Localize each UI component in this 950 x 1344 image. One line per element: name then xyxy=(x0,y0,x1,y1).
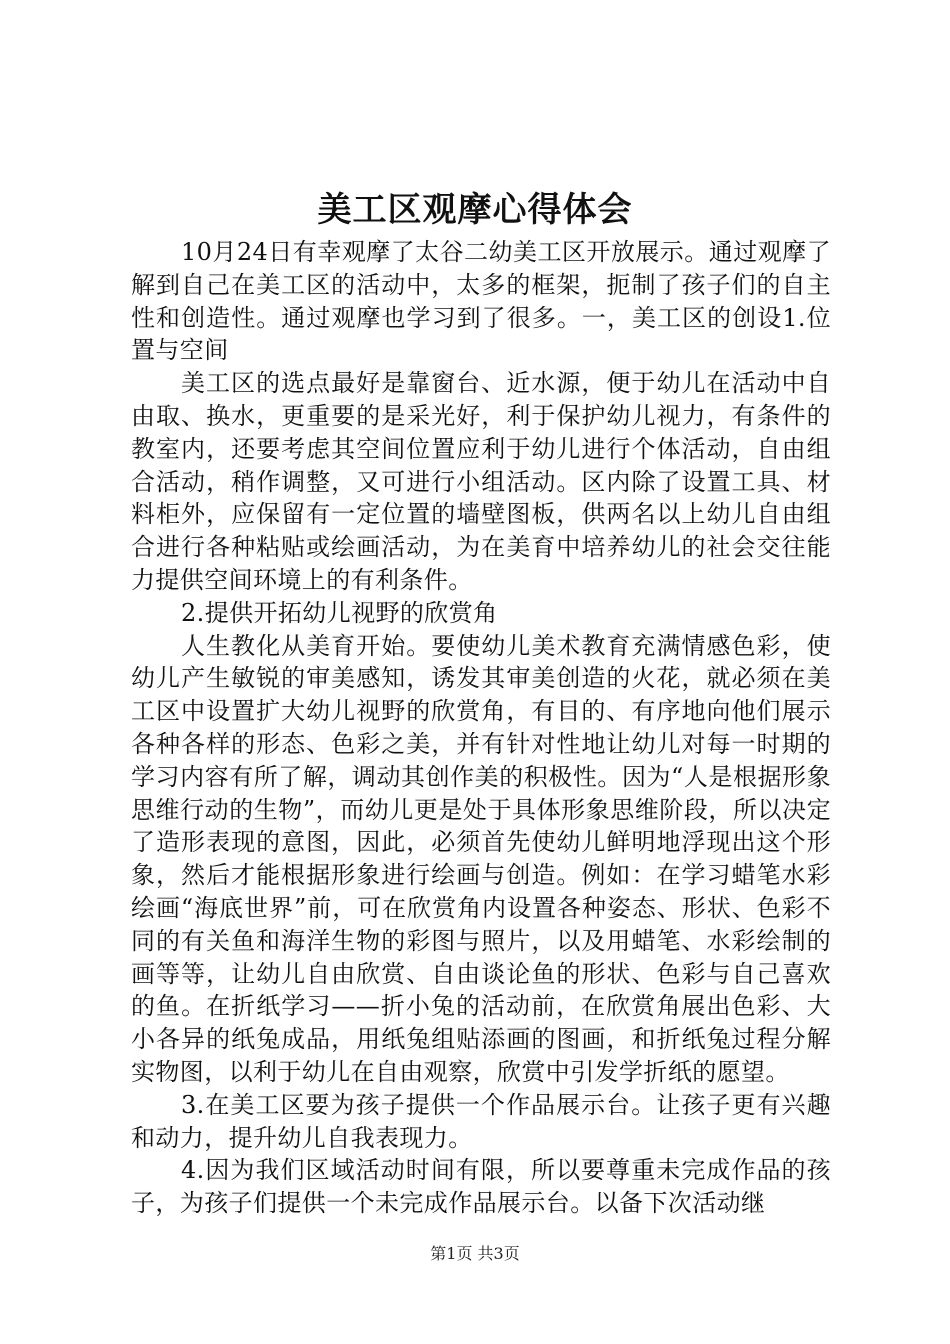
document-body xyxy=(131,236,831,1220)
paragraph-location-space: 美工区的选点最好是靠窗台、近水源，便于幼儿在活动中自由取、换水，更重要的是采光好，利于保护幼儿视力，有条件的教室内，还要考虑其空间位置应利于幼儿进行个体活动，自由组合活动，稍作调整，又可进行小组活动。区内除了设置工具、材料柜外，应保留有一定位置的墙壁图板，供两名以上幼儿自由组合进行各种粘贴或绘画活动，为在美育中培养幼儿的社会交往能力提供空间环境上的有利条件。 xyxy=(131,369,831,594)
paragraph-appreciation-heading: 2.提供开拓幼儿视野的欣赏角 xyxy=(181,598,498,627)
paragraph-appreciation: 人生教化从美育开始。要使幼儿美术教育充满情感色彩，使幼儿产生敏锐的审美感知，诱发其审美创造的火花，就必须在美工区中设置扩大幼儿视野的欣赏角，有目的、有序地向他们展示各种各样的形态、色彩之美，并有针对性地让幼儿对每一时期的学习内容有所了解，调动其创作美的积极性。因为“人是根据形象思维行动的生物”，而幼儿更是处于具体形象思维阶段，所以决定了造形表现的意图，因此，必须首先使幼儿鲜明地浮现出这个形象，然后才能根据形象进行绘画与创造。例如：在学习蜡笔水彩绘画“海底世界”前，可在欣赏角内设置各种姿态、形状、色彩不同的有关鱼和海洋生物的彩图与照片，以及用蜡笔、水彩绘制的画等等，让幼儿自由欣赏、自由谈论鱼的形状、色彩与自己喜欢的鱼。在折纸学习——折小兔的活动前，在欣赏角展出色彩、大小各异的纸兔成品，用纸兔组贴添画的图画，和折纸兔过程分解实物图，以利于幼儿在自由观察，欣赏中引发学折纸的愿望。 xyxy=(131,631,831,1086)
document-title: 美工区观摩心得体会 xyxy=(317,190,633,230)
page-footer: 第1页 共3页 xyxy=(430,1244,520,1263)
paragraph-display-stand: 3.在美工区要为孩子提供一个作品展示台。让孩子更有兴趣和动力，提升幼儿自我表现力。 xyxy=(131,1090,831,1152)
paragraph-unfinished-works: 4.因为我们区域活动时间有限，所以要尊重未完成作品的孩子，为孩子们提供一个未完成作品展示台。以备下次活动继 xyxy=(131,1156,831,1218)
paragraph-intro: 10月24日有幸观摩了太谷二幼美工区开放展示。通过观摩了解到自己在美工区的活动中，太多的框架，扼制了孩子们的自主性和创造性。通过观摩也学习到了很多。一，美工区的创设1.位置与空间 xyxy=(131,238,831,365)
